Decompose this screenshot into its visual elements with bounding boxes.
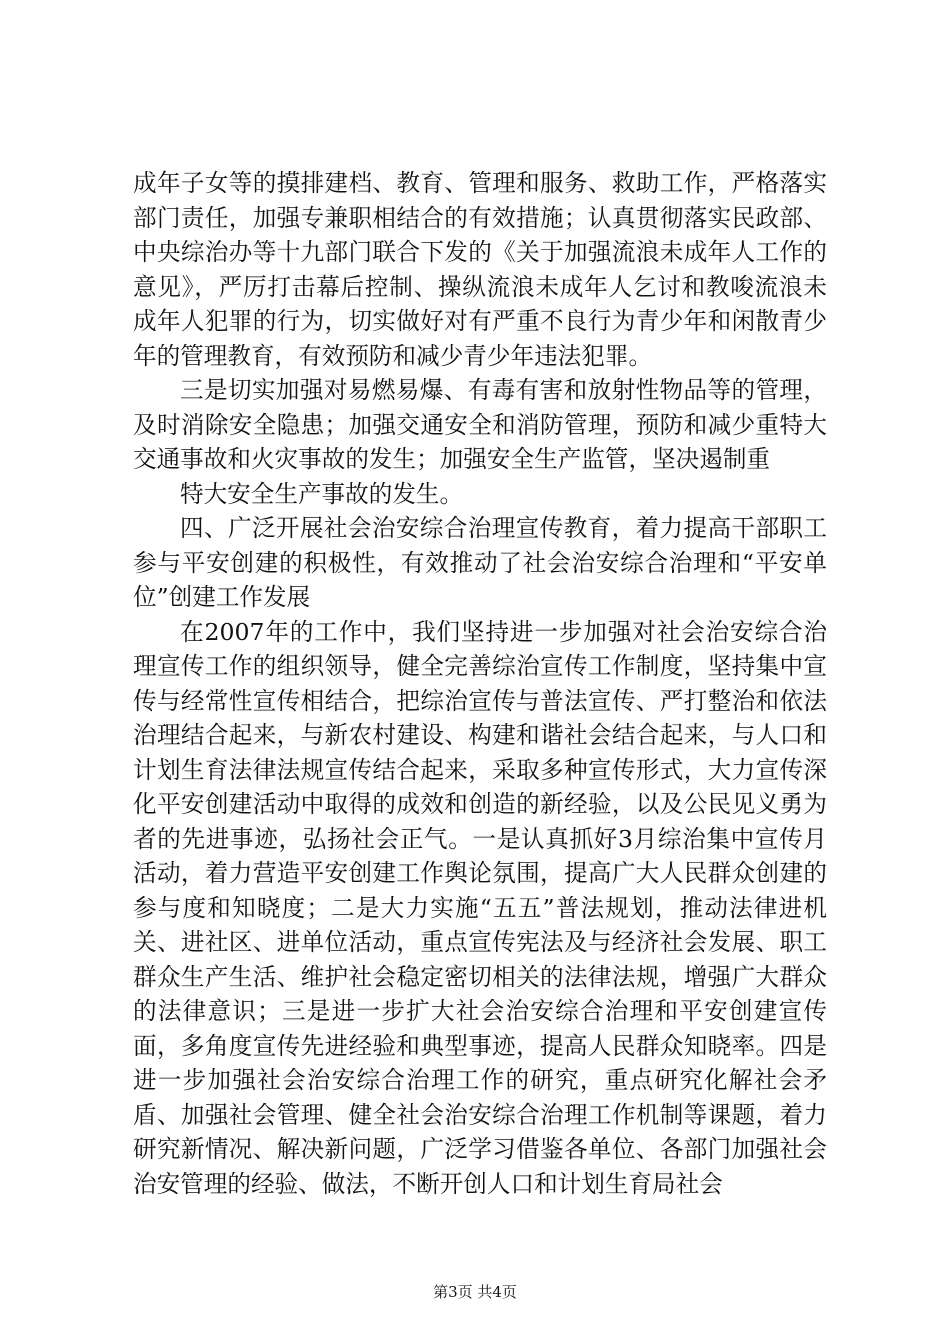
- document-body: [133, 166, 827, 1201]
- page-number-footer: 第3页 共4页: [433, 1283, 517, 1301]
- paragraph-3: 特大安全生产事故的发生。: [180, 479, 464, 508]
- paragraph-1: 成年子女等的摸排建档、教育、管理和服务、救助工作，严格落实部门责任，加强专兼职相结合的有效措施；认真贯彻落实民政部、中央综治办等十九部门联合下发的《关于加强流浪未成年人工作的意见》，严厉打击幕后控制、操纵流浪未成年人乞讨和教唆流浪未成年人犯罪的行为，切实做好对有严重不良行为青少年和闲散青少年的管理教育，有效预防和减少青少年违法犯罪。: [133, 169, 827, 370]
- paragraph-5: 在2007年的工作中，我们坚持进一步加强对社会治安综合治理宣传工作的组织领导，健全完善综治宣传工作制度，坚持集中宣传与经常性宣传相结合，把综治宣传与普法宣传、严打整治和依法治理结合起来，与新农村建设、构建和谐社会结合起来，与人口和计划生育法律法规宣传结合起来，采取多种宣传形式，大力宣传深化平安创建活动中取得的成效和创造的新经验，以及公民见义勇为者的先进事迹，弘扬社会正气。一是认真抓好3月综治集中宣传月活动，着力营造平安创建工作舆论氛围，提高广大人民群众创建的参与度和知晓度；二是大力实施“五五”普法规划，推动法律进机关、进社区、进单位活动，重点宣传宪法及与经济社会发展、职工群众生产生活、维护社会稳定密切相关的法律法规，增强广大群众的法律意识；三是进一步扩大社会治安综合治理和平安创建宣传面，多角度宣传先进经验和典型事迹，提高人民群众知晓率。四是进一步加强社会治安综合治理工作的研究，重点研究化解社会矛盾、加强社会管理、健全社会治安综合治理工作机制等课题，着力研究新情况、解决新问题，广泛学习借鉴各单位、各部门加强社会治安管理的经验、做法，不断开创人口和计划生育局社会: [133, 617, 827, 1198]
- paragraph-2: 三是切实加强对易燃易爆、有毒有害和放射性物品等的管理，及时消除安全隐患；加强交通安全和消防管理，预防和减少重特大交通事故和火灾事故的发生；加强安全生产监管，坚决遏制重: [133, 376, 827, 473]
- paragraph-4-heading: 四、广泛开展社会治安综合治理宣传教育，着力提高干部职工参与平安创建的积极性，有效推动了社会治安综合治理和“平安单位”创建工作发展: [133, 514, 827, 611]
